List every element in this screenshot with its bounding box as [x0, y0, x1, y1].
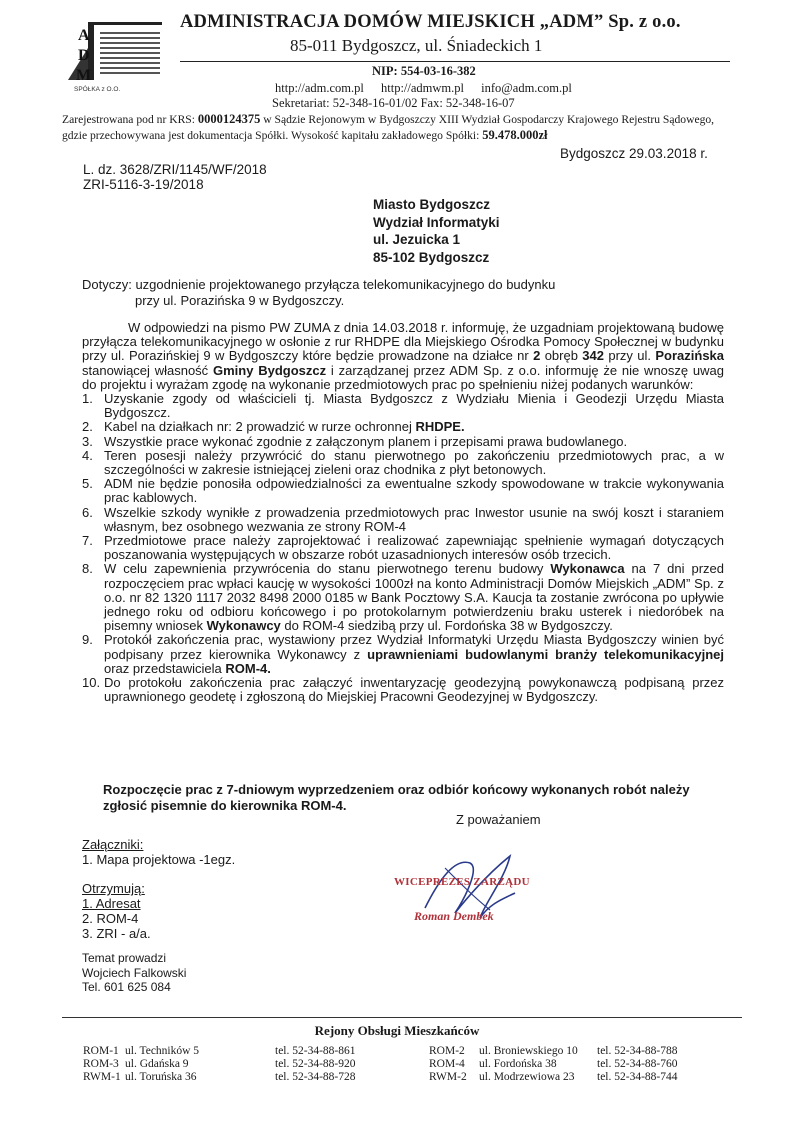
reference-numbers — [83, 162, 267, 192]
condition-item: 5. ADM nie będzie ponosiła odpowiedzialności za ewentualne szkody spowodowane w trakcie wykonywania prac kablowych. — [82, 476, 724, 506]
intro-paragraph: W odpowiedzi na pismo PW ZUMA z dnia 14.03.2018 r. informuję, że uzgadniam projektowaną budowę przyłącza telekomunikacyjnego w osłonie z rur RHDPE dla Miejskiego Ośrodka Pomocy Społecznej w budynku przy ul. Porazińskiej 9 w Bydgoszczy które będzie prowadzone na działce nr 2 obręb 342 przy ul. Porazińska stanowiącej własność Gminy Bydgoszcz i zarządzanej przez ADM Sp. z o.o. informuję że nie wnoszę uwag do projektu i wyrażam zgodę na wykonanie przedmiotowych prac po spełnieniu niżej podanych warunków: — [82, 320, 725, 392]
company-name: ADMINISTRACJA DOMÓW MIEJSKICH „ADM” Sp. z o.o. — [180, 12, 681, 32]
nip-number: NIP: 554-03-16-382 — [372, 64, 476, 78]
condition-item: 9. Protokół zakończenia prac, wystawiony przez Wydział Informatyki Urzędu Miasta Bydgoszczy winien być podpisany przez kierownika Wykonawcy z uprawnieniami budowlanymi branży telekomunikacyjnej oraz przedstawiciela ROM-4. — [82, 632, 724, 676]
logo-caption: SPÓŁKA z O.O. — [74, 86, 121, 93]
condition-item: 6. Wszelkie szkody wynikłe z prowadzenia przedmiotowych prac Inwestor usunie na swój koszt i staraniem własnym, bez osobnego wezwania ze strony ROM-4 — [82, 504, 724, 534]
office-row: ROM-4 ul. Fordońska 38 tel. 52-34-88-760 — [429, 1058, 678, 1070]
receivers-heading: Otrzymują: — [82, 881, 145, 896]
receiver-item: 1. Adresat — [82, 896, 141, 911]
letter-date: Bydgoszcz 29.03.2018 r. — [560, 146, 708, 161]
subject-line: Dotyczy: uzgodnienie projektowanego przyłącza telekomunikacyjnego do budynku — [82, 277, 556, 292]
subject-line: przy ul. Porazińska 9 w Bydgoszczy. — [135, 292, 345, 308]
contact-line: Tel. 601 625 084 — [82, 980, 171, 994]
logo-letter: M — [76, 67, 92, 84]
company-logo — [68, 18, 168, 94]
recipient-line: Wydział Informatyki — [373, 214, 500, 230]
company-address: 85-011 Bydgoszcz, ul. Śniadeckich 1 — [290, 36, 543, 55]
footer-divider — [62, 1017, 742, 1018]
stamp-title: WICEPREZES ZARZĄDU — [394, 876, 530, 888]
phone-fax: Sekretariat: 52-348-16-01/02 Fax: 52-348-16-07 — [272, 96, 515, 110]
office-row: ROM-3 ul. Gdańska 9 tel. 52-34-88-920 — [83, 1058, 356, 1070]
condition-item: 3. Wszystkie prace wykonać zgodnie z załączonym planem i przepisami prawa budowlanego. — [82, 433, 628, 449]
reference-line: L. dz. 3628/ZRI/1145/WF/2018 — [83, 162, 267, 177]
recipient-line: Miasto Bydgoszcz — [373, 197, 491, 212]
receiver-item: 2. ROM-4 — [82, 911, 139, 926]
attachment-item: 1. Mapa projektowa -1egz. — [82, 852, 236, 867]
recipient-line: 85-102 Bydgoszcz — [373, 249, 490, 265]
subject — [82, 277, 682, 308]
condition-item: 1. Uzyskanie zgody od właścicieli tj. Miasta Bydgoszcz z Wydziału Mienia i Geodezji Urzędu Miasta Bydgoszcz. — [82, 391, 724, 421]
attachments-heading: Załączniki: — [82, 837, 144, 852]
krs-info: Zarejestrowana pod nr KRS: 0000124375 w Sądzie Rejonowym w Bydgoszczy XIII Wydział Gospodarczy Krajowego Rejestru Sądowego, gdzie przechowywana jest dokumentacja Spółki. Wysokość kapitału zakładowego Spółki: 59.478.000zł — [62, 112, 715, 142]
web-links — [275, 81, 572, 96]
header-divider — [180, 61, 730, 62]
regards: Z poważaniem — [456, 812, 541, 827]
contact-line: Wojciech Falkowski — [82, 965, 187, 980]
closing-note: Rozpoczęcie prac z 7-dniowym wyprzedzeniem oraz odbiór końcowy wykonanych robót należy zgłosić pisemnie do kierownika ROM-4. — [103, 782, 690, 813]
condition-item: 10. Do protokołu zakończenia prac załączyć inwentaryzację geodezyjną powykonawczą podpisaną przez uprawnionego geodetę i zgłoszoną do Miejskiej Pracowni Geodezyjnej w Bydgoszczy. — [82, 675, 724, 705]
logo-letter: A — [78, 27, 90, 44]
website-link-2[interactable]: http://admwm.pl — [381, 81, 464, 95]
website-link[interactable]: http://adm.com.pl — [275, 81, 364, 95]
office-row: ROM-1 ul. Techników 5 tel. 52-34-88-861 — [83, 1045, 356, 1057]
email-link[interactable]: info@adm.com.pl — [481, 81, 572, 95]
recipient-address — [373, 196, 500, 266]
condition-item: 2. Kabel na działkach nr: 2 prowadzić w rurze ochronnej RHDPE. — [82, 419, 465, 435]
receivers-list — [82, 896, 151, 941]
contact-line: Temat prowadzi — [82, 951, 167, 965]
condition-item: 8. W celu zapewnienia przywrócenia do stanu pierwotnego terenu budowy Wykonawca na 7 dni przed rozpoczęciem prac wpłaci kaucję w wysokości 1000zł na konto Administracji Domów Miejskich „ADM” Sp. z o.o. nr 82 1320 1117 2032 8498 2000 0185 w Bank Pocztowy S.A. Kaucja ta zostanie zwrócona po upływie jednego roku od odbioru końcowego i po protokolarnym potwierdzeniu braku usterek i niedoróbek na pisemny wniosek Wykonawcy do ROM-4 siedzibą przy ul. Fordońska 38 w Bydgoszczy. — [82, 561, 724, 634]
condition-item: 4. Teren posesji należy przywrócić do stanu pierwotnego po zakończeniu przedmiotowych prac, a w szczególności w zakresie istniejącej zieleni oraz chodnika z płyt betonowych. — [82, 447, 724, 478]
conditions-list — [82, 392, 724, 704]
letter-body — [82, 321, 724, 704]
condition-item: 7. Przedmiotowe prace należy zaprojektować i realizować zapewniając spełnienie wymagań dotyczących poszanowania występujących w obszarze robót uzasadnionych interesów osób trzecich. — [82, 533, 724, 563]
receiver-item: 3. ZRI - a/a. — [82, 926, 151, 941]
contact-info — [82, 951, 186, 995]
logo-letter: D — [78, 47, 90, 64]
recipient-line: ul. Jezuicka 1 — [373, 232, 461, 247]
handwritten-signature — [385, 848, 555, 938]
office-row: RWM-1 ul. Toruńska 36 tel. 52-34-88-728 — [83, 1071, 356, 1083]
office-row: RWM-2 ul. Modrzewiowa 23 tel. 52-34-88-744 — [429, 1071, 678, 1083]
reference-line: ZRI-5116-3-19/2018 — [83, 177, 204, 192]
stamp-name: Roman Dembek — [414, 909, 494, 923]
footer-title: Rejony Obsługi Mieszkańców — [314, 1023, 480, 1038]
office-row: ROM-2 ul. Broniewskiego 10 tel. 52-34-88-788 — [429, 1045, 678, 1057]
